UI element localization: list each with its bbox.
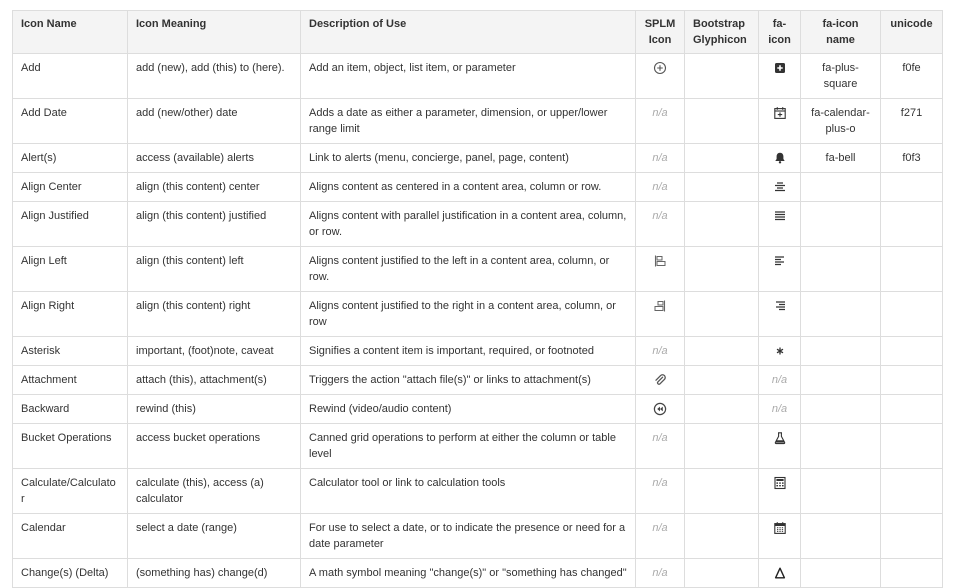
cell-unicode	[881, 559, 943, 588]
cell-unicode: f271	[881, 99, 943, 144]
table-row	[13, 292, 943, 337]
table-body	[13, 54, 943, 588]
cell-icon-name: Bucket Operations	[13, 424, 128, 469]
cell-icon-meaning: (something has) change(d)	[128, 559, 301, 588]
cell-icon-name: Calculate/Calculator	[13, 469, 128, 514]
cell-unicode	[881, 395, 943, 424]
cell-icon-name: Alert(s)	[13, 144, 128, 173]
cell-fa-icon: n/a	[759, 395, 801, 424]
header-splm-icon: SPLM Icon	[636, 11, 685, 54]
calculator-icon	[773, 476, 787, 490]
cell-icon-name: Backward	[13, 395, 128, 424]
table-row	[13, 247, 943, 292]
cell-unicode	[881, 247, 943, 292]
cell-fa-icon	[759, 514, 801, 559]
flask-icon	[773, 431, 787, 445]
cell-fa-icon	[759, 202, 801, 247]
cell-fa-icon	[759, 54, 801, 99]
table-row	[13, 366, 943, 395]
align-center-icon	[773, 180, 787, 194]
plus-square-icon	[773, 61, 787, 75]
cell-description: Adds a date as either a parameter, dimension, or upper/lower range limit	[301, 99, 636, 144]
cell-splm-icon: n/a	[636, 514, 685, 559]
cell-splm-icon	[636, 292, 685, 337]
cell-splm-icon	[636, 54, 685, 99]
cell-fa-icon-name: fa-calendar-plus-o	[801, 99, 881, 144]
table-row	[13, 99, 943, 144]
cell-splm-icon: n/a	[636, 99, 685, 144]
cell-fa-icon	[759, 292, 801, 337]
header-row	[13, 11, 943, 54]
table-row	[13, 514, 943, 559]
cell-fa-icon-name	[801, 559, 881, 588]
cell-icon-meaning: add (new/other) date	[128, 99, 301, 144]
header-bootstrap-glyphicon: Bootstrap Glyphicon	[685, 11, 759, 54]
cell-icon-meaning: add (new), add (this) to (here).	[128, 54, 301, 99]
cell-description: For use to select a date, or to indicate the presence or need for a date parameter	[301, 514, 636, 559]
table-row	[13, 144, 943, 173]
cell-bootstrap-glyphicon	[685, 202, 759, 247]
cell-bootstrap-glyphicon	[685, 247, 759, 292]
cell-fa-icon	[759, 559, 801, 588]
cell-bootstrap-glyphicon	[685, 366, 759, 395]
calendar-icon	[773, 521, 787, 535]
cell-description: Canned grid operations to perform at either the column or table level	[301, 424, 636, 469]
cell-fa-icon-name: fa-plus-square	[801, 54, 881, 99]
table-row	[13, 469, 943, 514]
table-row	[13, 559, 943, 588]
cell-description: Signifies a content item is important, required, or footnoted	[301, 337, 636, 366]
cell-bootstrap-glyphicon	[685, 292, 759, 337]
cell-icon-name: Align Justified	[13, 202, 128, 247]
cell-icon-name: Align Right	[13, 292, 128, 337]
calendar-plus-icon	[773, 106, 787, 120]
cell-bootstrap-glyphicon	[685, 559, 759, 588]
splm-align-right-icon	[653, 299, 667, 313]
cell-icon-name: Add Date	[13, 99, 128, 144]
cell-bootstrap-glyphicon	[685, 395, 759, 424]
cell-icon-meaning: rewind (this)	[128, 395, 301, 424]
cell-fa-icon	[759, 469, 801, 514]
cell-unicode	[881, 514, 943, 559]
cell-icon-meaning: important, (foot)note, caveat	[128, 337, 301, 366]
cell-description: Aligns content as centered in a content area, column or row.	[301, 173, 636, 202]
cell-fa-icon-name	[801, 337, 881, 366]
cell-description: Rewind (video/audio content)	[301, 395, 636, 424]
table-row	[13, 173, 943, 202]
cell-unicode: f0f3	[881, 144, 943, 173]
header-fa-icon-name: fa-icon name	[801, 11, 881, 54]
cell-fa-icon-name	[801, 292, 881, 337]
cell-icon-meaning: align (this content) center	[128, 173, 301, 202]
icon-reference-table	[12, 10, 943, 588]
header-icon-name: Icon Name	[13, 11, 128, 54]
cell-fa-icon: n/a	[759, 366, 801, 395]
cell-icon-meaning: attach (this), attachment(s)	[128, 366, 301, 395]
cell-fa-icon	[759, 173, 801, 202]
splm-align-left-icon	[653, 254, 667, 268]
rewind-circle-icon	[653, 402, 667, 416]
cell-icon-name: Add	[13, 54, 128, 99]
cell-bootstrap-glyphicon	[685, 54, 759, 99]
icon-reference-table-container	[12, 10, 942, 588]
cell-bootstrap-glyphicon	[685, 337, 759, 366]
cell-bootstrap-glyphicon	[685, 144, 759, 173]
cell-description: Link to alerts (menu, concierge, panel, page, content)	[301, 144, 636, 173]
cell-unicode	[881, 337, 943, 366]
cell-splm-icon: n/a	[636, 469, 685, 514]
cell-icon-meaning: access (available) alerts	[128, 144, 301, 173]
cell-fa-icon	[759, 247, 801, 292]
cell-bootstrap-glyphicon	[685, 99, 759, 144]
cell-fa-icon-name	[801, 173, 881, 202]
cell-splm-icon	[636, 247, 685, 292]
cell-icon-meaning: align (this content) left	[128, 247, 301, 292]
cell-fa-icon	[759, 337, 801, 366]
cell-fa-icon-name	[801, 514, 881, 559]
cell-icon-meaning: access bucket operations	[128, 424, 301, 469]
cell-bootstrap-glyphicon	[685, 173, 759, 202]
header-fa-icon: fa-icon	[759, 11, 801, 54]
cell-unicode	[881, 366, 943, 395]
cell-splm-icon	[636, 366, 685, 395]
cell-fa-icon-name	[801, 366, 881, 395]
cell-description: Add an item, object, list item, or parameter	[301, 54, 636, 99]
align-right-icon	[773, 299, 787, 313]
cell-description: A math symbol meaning "change(s)" or "something has changed"	[301, 559, 636, 588]
cell-splm-icon	[636, 395, 685, 424]
cell-description: Aligns content justified to the right in a content area, column, or row	[301, 292, 636, 337]
cell-unicode	[881, 424, 943, 469]
cell-icon-meaning: align (this content) justified	[128, 202, 301, 247]
cell-icon-name: Align Center	[13, 173, 128, 202]
cell-unicode	[881, 202, 943, 247]
cell-splm-icon: n/a	[636, 424, 685, 469]
table-row	[13, 54, 943, 99]
cell-fa-icon-name	[801, 247, 881, 292]
cell-description: Triggers the action "attach file(s)" or links to attachment(s)	[301, 366, 636, 395]
asterisk-icon	[773, 344, 787, 358]
cell-description: Aligns content with parallel justification in a content area, column, or row.	[301, 202, 636, 247]
cell-unicode: f0fe	[881, 54, 943, 99]
cell-description: Calculator tool or link to calculation tools	[301, 469, 636, 514]
cell-splm-icon: n/a	[636, 173, 685, 202]
cell-icon-name: Align Left	[13, 247, 128, 292]
cell-bootstrap-glyphicon	[685, 514, 759, 559]
cell-fa-icon-name	[801, 202, 881, 247]
cell-fa-icon-name: fa-bell	[801, 144, 881, 173]
cell-fa-icon-name	[801, 469, 881, 514]
cell-fa-icon	[759, 424, 801, 469]
cell-description: Aligns content justified to the left in a content area, column, or row.	[301, 247, 636, 292]
table-row	[13, 424, 943, 469]
cell-icon-name: Asterisk	[13, 337, 128, 366]
table-row	[13, 202, 943, 247]
align-left-icon	[773, 254, 787, 268]
paperclip-icon	[653, 373, 667, 387]
cell-icon-name: Calendar	[13, 514, 128, 559]
header-icon-meaning: Icon Meaning	[128, 11, 301, 54]
table-row	[13, 337, 943, 366]
cell-fa-icon	[759, 99, 801, 144]
circle-plus-icon	[653, 61, 667, 75]
cell-icon-meaning: select a date (range)	[128, 514, 301, 559]
cell-unicode	[881, 469, 943, 514]
cell-icon-meaning: calculate (this), access (a) calculator	[128, 469, 301, 514]
cell-fa-icon-name	[801, 424, 881, 469]
header-description: Description of Use	[301, 11, 636, 54]
cell-icon-meaning: align (this content) right	[128, 292, 301, 337]
align-justify-icon	[773, 209, 787, 223]
delta-icon	[773, 566, 787, 580]
cell-splm-icon: n/a	[636, 559, 685, 588]
cell-unicode	[881, 173, 943, 202]
cell-splm-icon: n/a	[636, 144, 685, 173]
header-unicode: unicode	[881, 11, 943, 54]
table-row	[13, 395, 943, 424]
cell-unicode	[881, 292, 943, 337]
cell-icon-name: Attachment	[13, 366, 128, 395]
cell-icon-name: Change(s) (Delta)	[13, 559, 128, 588]
cell-splm-icon: n/a	[636, 337, 685, 366]
cell-bootstrap-glyphicon	[685, 424, 759, 469]
bell-icon	[773, 151, 787, 165]
cell-fa-icon-name	[801, 395, 881, 424]
cell-fa-icon	[759, 144, 801, 173]
cell-bootstrap-glyphicon	[685, 469, 759, 514]
cell-splm-icon: n/a	[636, 202, 685, 247]
